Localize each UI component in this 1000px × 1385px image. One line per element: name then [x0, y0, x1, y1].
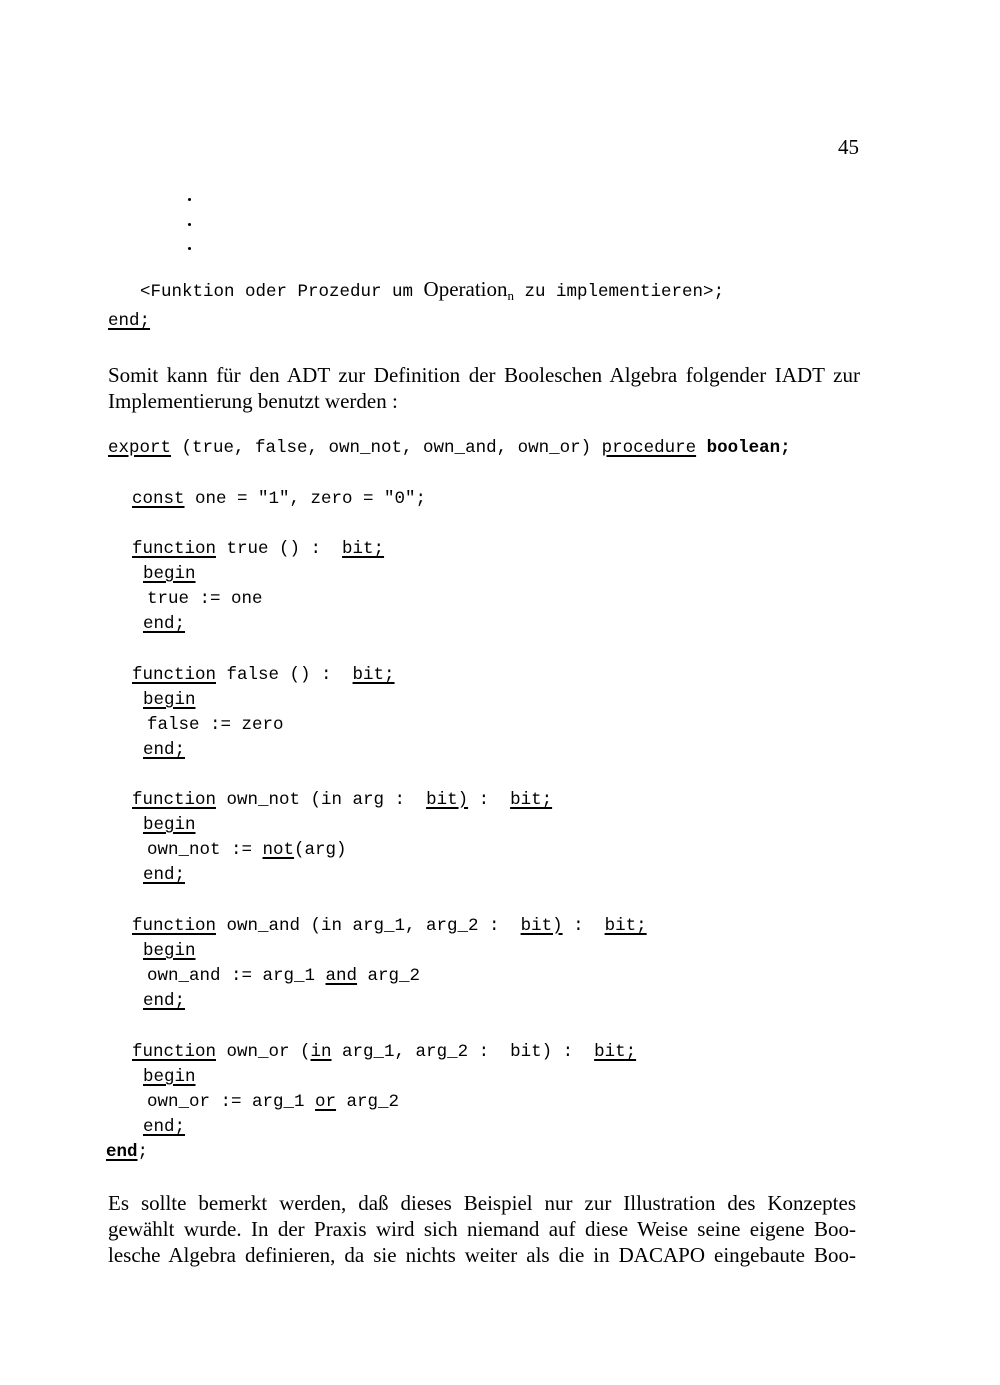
kw-procedure: procedure [601, 438, 697, 458]
kw-begin: begin [143, 564, 196, 584]
ellipsis-dot [188, 198, 191, 201]
kw-not: not [262, 840, 295, 860]
kw-bit: bit; [594, 1042, 637, 1062]
func-true-body: true := one [147, 589, 263, 609]
func-and-header [132, 914, 647, 939]
func-and-colon: : [562, 916, 605, 936]
kw-function: function [132, 790, 217, 810]
kw-end: end; [143, 991, 186, 1011]
intro-line-2: Implementierung benutzt werden : [108, 389, 398, 413]
page-number: 45 [838, 135, 859, 159]
end-keyword-1: end; [108, 311, 151, 331]
kw-begin: begin [143, 1067, 196, 1087]
kw-bit: bit; [604, 916, 647, 936]
func-false-header [132, 663, 395, 688]
func-or-header [132, 1040, 636, 1065]
func-and-body [147, 964, 420, 989]
kw-function: function [132, 916, 217, 936]
kw-const: const [132, 489, 185, 509]
export-line [108, 436, 791, 461]
kw-bit: bit; [342, 539, 385, 559]
func-and-signature: own_and (in arg_1, arg_2 : [216, 916, 521, 936]
kw-end: end; [143, 1117, 186, 1137]
kw-end: end; [143, 740, 186, 760]
func-and-body-start: own_and := arg_1 [147, 966, 326, 986]
kw-function: function [132, 665, 217, 685]
kw-begin: begin [143, 941, 196, 961]
func-not-colon: : [468, 790, 511, 810]
func-false-signature: false () : [216, 665, 353, 685]
func-not-header [132, 788, 552, 813]
func-not-body [147, 838, 347, 863]
kw-function: function [132, 1042, 217, 1062]
func-not-body-start: own_not := [147, 840, 263, 860]
func-or-body [147, 1090, 399, 1115]
placeholder-operation: Operation [423, 277, 508, 301]
func-false-body: false := zero [147, 715, 284, 735]
kw-bit-param: bit) [520, 916, 563, 936]
kw-end-final: end [106, 1142, 138, 1162]
kw-or: or [315, 1092, 337, 1112]
procedure-name: boolean; [696, 438, 791, 458]
placeholder-open: <Funktion oder Prozedur um [140, 282, 424, 302]
kw-begin: begin [143, 815, 196, 835]
intro-line-1: Somit kann für den ADT zur Definition der Booleschen Algebra folgender IADT zur [108, 363, 860, 387]
func-or-signature-end: arg_1, arg_2 : bit) : [331, 1042, 595, 1062]
kw-and: and [325, 966, 358, 986]
func-or-body-start: own_or := arg_1 [147, 1092, 316, 1112]
kw-bit: bit; [510, 790, 553, 810]
kw-end: end; [143, 865, 186, 885]
func-and-body-end: arg_2 [357, 966, 421, 986]
placeholder-subscript: n [507, 288, 515, 304]
placeholder-line [124, 258, 724, 327]
closing-line-1: Es sollte bemerkt werden, daß dieses Beispiel nur zur Illustration des Konzeptes [108, 1191, 856, 1215]
func-or-signature-start: own_or ( [216, 1042, 311, 1062]
ellipsis-dot [188, 223, 191, 226]
end-keyword-final [106, 1140, 148, 1165]
intro-paragraph [108, 362, 860, 414]
end-final-semicolon: ; [137, 1142, 149, 1162]
kw-end: end; [143, 614, 186, 634]
func-true-header [132, 537, 384, 562]
kw-in: in [310, 1042, 332, 1062]
kw-bit-param: bit) [426, 790, 469, 810]
func-not-signature: own_not (in arg : [216, 790, 427, 810]
const-line [132, 487, 426, 512]
func-not-body-end: (arg) [294, 840, 347, 860]
kw-export: export [108, 438, 172, 458]
func-true-signature: true () : [216, 539, 343, 559]
closing-line-3: lesche Algebra definieren, da sie nichts weiter als die in DACAPO eingebaute Boo- [108, 1243, 856, 1267]
placeholder-close: zu implementieren>; [514, 282, 725, 302]
closing-paragraph [108, 1190, 856, 1268]
kw-bit: bit; [352, 665, 395, 685]
export-list: (true, false, own_not, own_and, own_or) [171, 438, 602, 458]
kw-begin: begin [143, 690, 196, 710]
ellipsis-dot [188, 247, 191, 250]
const-rest: one = "1", zero = "0"; [184, 489, 427, 509]
closing-line-2: gewählt wurde. In der Praxis wird sich niemand auf diese Weise seine eigene Boo- [108, 1217, 856, 1241]
kw-function: function [132, 539, 217, 559]
func-or-body-end: arg_2 [336, 1092, 400, 1112]
